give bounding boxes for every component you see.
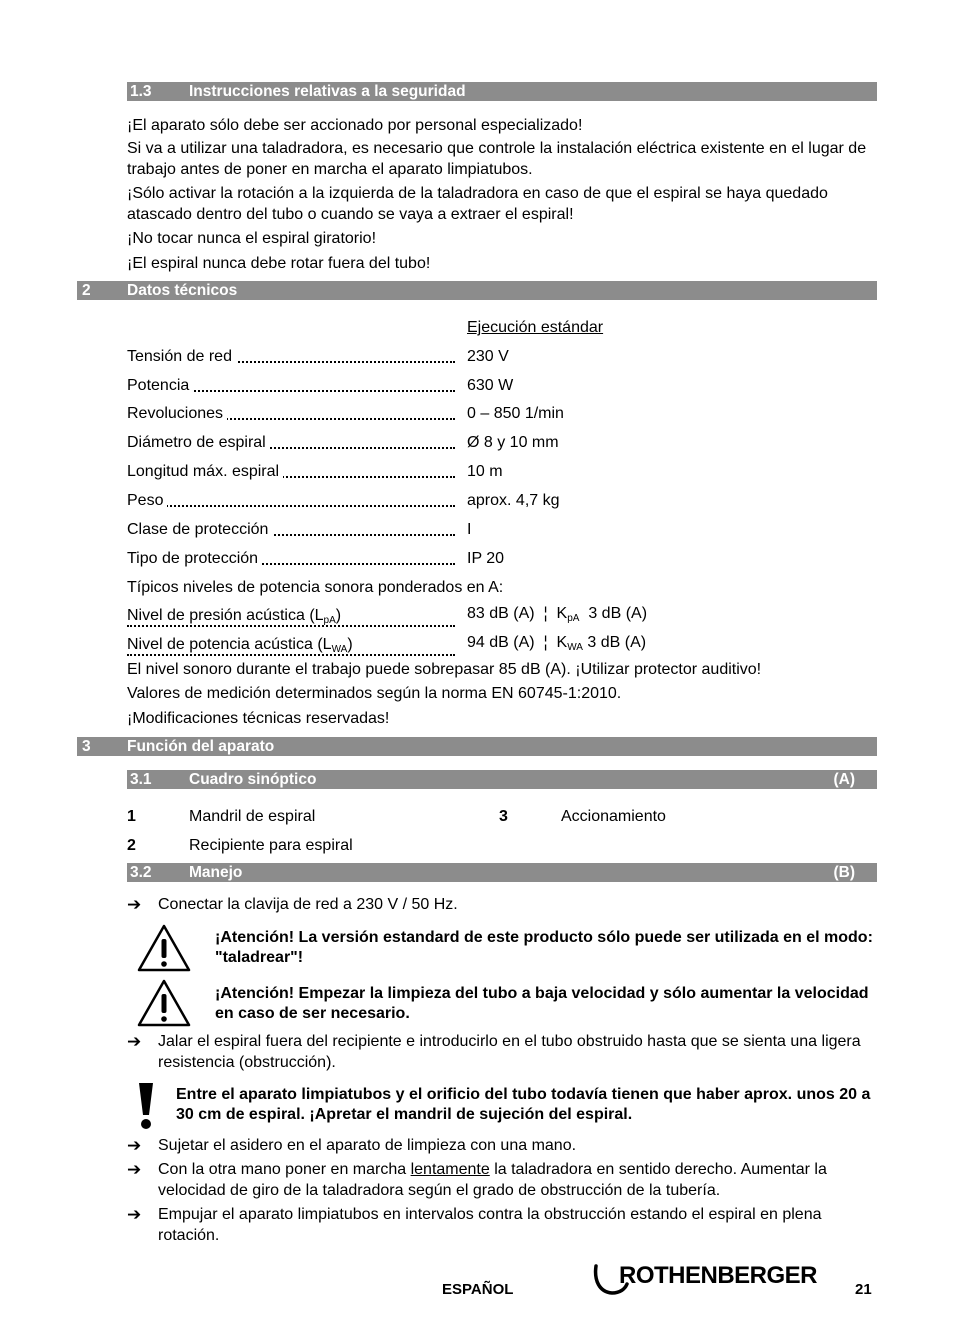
tech-label: Potencia bbox=[127, 377, 193, 394]
safety-line: ¡El espiral nunca debe rotar fuera del tubo! bbox=[127, 255, 431, 272]
arrow-right-icon: ➔ bbox=[127, 1136, 142, 1155]
section-number: 1.3 bbox=[130, 83, 152, 100]
figure-ref: (A) bbox=[833, 771, 855, 788]
tech-label: Clase de protección bbox=[127, 521, 272, 538]
step-text: Sujetar el asidero en el aparato de limpieza con una mano. bbox=[158, 1137, 577, 1154]
tech-label: Diámetro de espiral bbox=[127, 434, 270, 451]
step-text-part: Con la otra mano poner en marcha bbox=[158, 1161, 411, 1178]
tech-row bbox=[127, 403, 877, 425]
step-text bbox=[158, 1160, 878, 1201]
tech-row bbox=[127, 346, 877, 368]
section-header-3-1 bbox=[127, 770, 877, 789]
section-header-2 bbox=[77, 281, 877, 300]
arrow-right-icon: ➔ bbox=[127, 1160, 142, 1179]
figure-ref: (B) bbox=[833, 864, 855, 881]
section-number: 3.2 bbox=[130, 864, 152, 881]
tech-note: Valores de medición determinados según la norma EN 60745-1:2010. bbox=[127, 685, 622, 702]
footer-language: ESPAÑOL bbox=[442, 1281, 514, 1298]
tech-row bbox=[127, 490, 877, 512]
tech-label: Longitud máx. espiral bbox=[127, 463, 283, 480]
tech-value: I bbox=[467, 521, 472, 538]
safety-line: ¡El aparato sólo debe ser accionado por personal especializado! bbox=[127, 117, 583, 134]
tech-value: 0 – 850 1/min bbox=[467, 405, 564, 422]
tech-row bbox=[127, 375, 877, 397]
sound-intro: Típicos niveles de potencia sonora ponderados en A: bbox=[127, 579, 504, 596]
tech-value: aprox. 4,7 kg bbox=[467, 492, 560, 509]
tech-row bbox=[127, 519, 877, 541]
arrow-right-icon: ➔ bbox=[127, 1032, 142, 1051]
safety-line: Si va a utilizar una taladradora, es necesario que controle la instalación eléctrica existente en el lugar de trabajo antes de poner en marcha el aparato limpiatubos. bbox=[127, 140, 867, 178]
part-number: 1 bbox=[127, 808, 136, 825]
tech-label: Revoluciones bbox=[127, 405, 227, 422]
section-header-3-2 bbox=[127, 863, 877, 882]
page-number: 21 bbox=[855, 1281, 872, 1298]
section-title: Manejo bbox=[189, 864, 243, 881]
section-number: 2 bbox=[82, 282, 91, 299]
section-header-1-3 bbox=[127, 82, 877, 101]
tech-value-end: 3 dB (A) bbox=[582, 634, 647, 651]
step-text-underlined: lentamente bbox=[410, 1161, 490, 1178]
section-title: Cuadro sinóptico bbox=[189, 771, 317, 788]
part-label: Recipiente para espiral bbox=[189, 837, 353, 854]
part-label: Mandril de espiral bbox=[189, 808, 316, 825]
tech-note: El nivel sonoro durante el trabajo puede sobrepasar 85 dB (A). ¡Utilizar protector auditivo! bbox=[127, 661, 762, 678]
step-text: Conectar la clavija de red a 230 V / 50 Hz. bbox=[158, 896, 458, 913]
section-title: Función del aparato bbox=[127, 738, 275, 755]
warning-triangle-icon bbox=[137, 924, 191, 972]
note-text: Entre el aparato limpiatubos y el orificio del tubo todavía tienen que haber aprox. unos 20 a 30 cm de espiral. ¡Apretar el mandril de sujeción del espiral. bbox=[176, 1086, 871, 1123]
section-number: 3.1 bbox=[130, 771, 152, 788]
tech-value-sub: WA bbox=[567, 642, 583, 653]
tech-value: 630 W bbox=[467, 377, 514, 394]
tech-label-end: ) bbox=[335, 607, 342, 624]
tech-label: Tensión de red bbox=[127, 348, 236, 365]
tech-label: Nivel de presión acústica (L bbox=[127, 607, 324, 624]
tech-row bbox=[127, 461, 877, 483]
tech-label: Nivel de potencia acústica (L bbox=[127, 636, 332, 653]
tech-value: 230 V bbox=[467, 348, 509, 365]
tech-label-sub: pA bbox=[323, 615, 336, 626]
safety-line: ¡No tocar nunca el espiral giratorio! bbox=[127, 230, 377, 247]
warning-text: ¡Atención! Empezar la limpieza del tubo a baja velocidad y sólo aumentar la velocidad en caso de ser necesario. bbox=[215, 985, 869, 1022]
brand-logo bbox=[593, 1262, 831, 1296]
section-title: Instrucciones relativas a la seguridad bbox=[189, 83, 466, 100]
part-label: Accionamiento bbox=[561, 808, 666, 825]
arrow-right-icon: ➔ bbox=[127, 895, 142, 914]
tech-value-sub: pA bbox=[567, 613, 580, 624]
tech-value-end: 3 dB (A) bbox=[579, 605, 648, 622]
tech-label-end: ) bbox=[347, 636, 353, 653]
step-text-part: la taladradora en sentido derecho. Aumentar la velocidad de giro de la taladradora según el grado de obstrucción de la tubería. bbox=[158, 1161, 827, 1199]
tech-row bbox=[127, 432, 877, 454]
tech-row bbox=[127, 548, 877, 570]
section-number: 3 bbox=[82, 738, 91, 755]
step-text: Jalar el espiral fuera del recipiente e introducirlo en el tubo obstruido hasta que se sienta una ligera resistencia (obstrucción). bbox=[158, 1033, 861, 1071]
section-title: Datos técnicos bbox=[127, 282, 238, 299]
warning-text: ¡Atención! La versión estandard de este producto sólo puede ser utilizada en el modo: "taladrear"! bbox=[215, 929, 873, 966]
tech-value: 83 dB (A) ¦ K bbox=[467, 605, 568, 622]
tech-row-pressure bbox=[127, 605, 877, 627]
tech-value: IP 20 bbox=[467, 550, 505, 567]
tech-label-sub: WA bbox=[331, 644, 348, 655]
tech-label: Peso bbox=[127, 492, 167, 509]
tech-row-power bbox=[127, 634, 877, 656]
tech-note: ¡Modificaciones técnicas reservadas! bbox=[127, 710, 390, 727]
exclamation-icon bbox=[136, 1081, 156, 1131]
arrow-right-icon: ➔ bbox=[127, 1205, 142, 1224]
tech-column-header: Ejecución estándar bbox=[467, 319, 604, 336]
tech-value: 10 m bbox=[467, 463, 503, 480]
safety-line: ¡Sólo activar la rotación a la izquierda de la taladradora en caso de que el espiral se haya quedado atascado dentro del tubo o cuando se vaya a extraer el espiral! bbox=[127, 185, 828, 223]
tech-value: Ø 8 y 10 mm bbox=[467, 434, 559, 451]
tech-value: 94 dB (A) ¦ K bbox=[467, 634, 568, 651]
warning-triangle-icon bbox=[137, 979, 191, 1027]
section-header-3 bbox=[77, 737, 877, 756]
step-text: Empujar el aparato limpiatubos en intervalos contra la obstrucción estando el espiral en plena rotación. bbox=[158, 1206, 822, 1244]
tech-label: Tipo de protección bbox=[127, 550, 262, 567]
part-number: 3 bbox=[499, 808, 508, 825]
brand-name: ROTHENBERGER bbox=[619, 1262, 818, 1289]
part-number: 2 bbox=[127, 837, 136, 854]
